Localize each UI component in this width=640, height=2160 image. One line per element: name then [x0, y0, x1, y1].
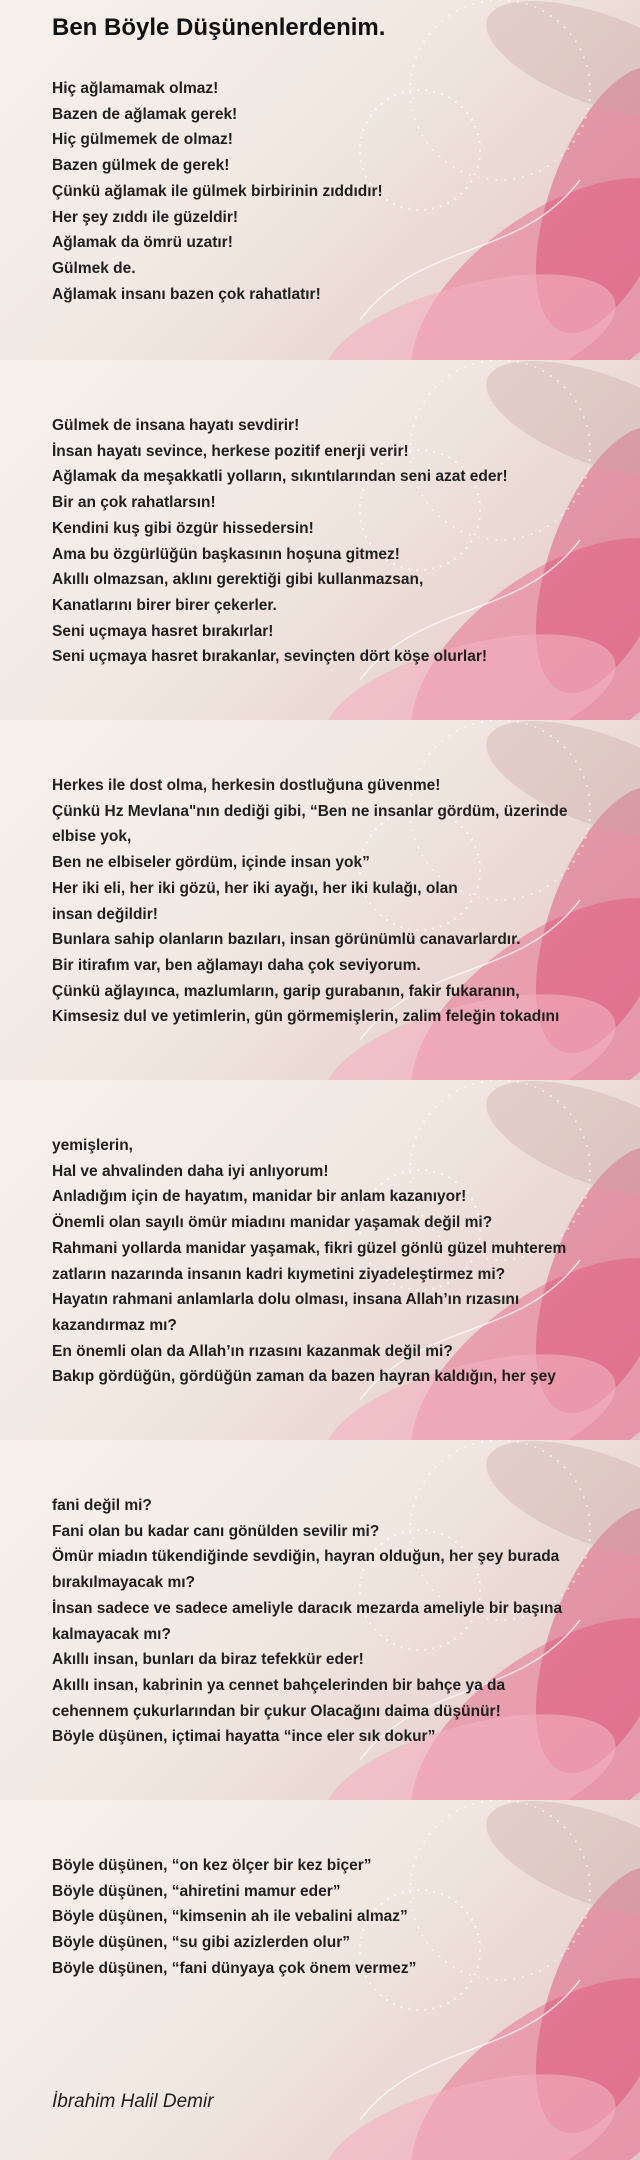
poem-line: İnsan sadece ve sadece ameliyle daracık mezarda ameliyle bir başına [52, 1599, 563, 1617]
poem-line: Çünkü ağlamak ile gülmek birbirinin zıddıdır! [52, 182, 383, 200]
poem-line: Kimsesiz dul ve yetimlerin, gün görmemişlerin, zalim feleğin tokadını [52, 1008, 560, 1026]
poem-line: Ben ne elbiseler gördüm, içinde insan yok” [52, 854, 370, 872]
poem-line: Böyle düşünen, “fani dünyaya çok önem vermez” [52, 1959, 417, 1977]
poem-line: Ama bu özgürlüğün başkasının hoşuna gitmez! [52, 545, 400, 563]
poem-line: Herkes ile dost olma, herkesin dostluğuna güvenme! [52, 777, 441, 794]
poem-line: Bunlara sahip olanların bazıları, insan görünümlü canavarlardır. [52, 931, 521, 949]
poem-line: Bir an çok rahatlarsın! [52, 494, 216, 512]
poem-line: Seni uçmaya hasret bırakanlar, sevinçten dört köşe olurlar! [52, 648, 488, 666]
poem-panel-5 [0, 1440, 640, 1800]
poem-line: Kanatlarını birer birer çekerler. [52, 596, 277, 614]
stanza-2 [52, 413, 572, 670]
poem-line: Önemli olan sayılı ömür miadını manidar yaşamak değil mi? [52, 1214, 493, 1232]
poem-line: insan değildir! [52, 905, 158, 923]
poem-line: Akıllı insan, bunları da biraz tefekkür eder! [52, 1651, 364, 1669]
poem-line: Ağlamak insanı bazen çok rahatlatır! [52, 285, 321, 303]
poem-line: zatların nazarında insanın kadri kıymetini ziyadeleştirmez mi? [52, 1265, 506, 1283]
poem-line: bırakılmayacak mı? [52, 1574, 196, 1592]
stanza-1 [52, 76, 572, 307]
stanza-3 [52, 773, 572, 1030]
poem-line: fani değil mi? [52, 1497, 152, 1514]
poem-line: Kendini kuş gibi özgür hissedersin! [52, 519, 314, 537]
poem-line: Anladığım için de hayatım, manidar bir anlam kazanıyor! [52, 1188, 467, 1206]
poem-line: yemişlerin, [52, 1137, 133, 1154]
poem-line: Böyle düşünen, “ahiretini mamur eder” [52, 1882, 341, 1900]
poem-line: Ağlamak da meşakkatli yolların, sıkıntılarından seni azat eder! [52, 468, 508, 486]
poem-line: Hiç ağlamamak olmaz! [52, 80, 219, 97]
poem-title: Ben Böyle Düşünenlerdenim. [52, 14, 386, 41]
stanza-5 [52, 1493, 572, 1750]
poem-line: elbise yok, [52, 828, 132, 846]
poem-line: Gülmek de. [52, 259, 136, 277]
poem-line: Hal ve ahvalinden daha iyi anlıyorum! [52, 1162, 329, 1180]
poem-line: Böyle düşünen, “on kez ölçer bir kez biçer” [52, 1857, 372, 1874]
poem-line: Bazen de ağlamak gerek! [52, 105, 238, 123]
poem-line: Hayatın rahmani anlamlarla dolu olması, insana Allah’ın rızasını [52, 1291, 520, 1309]
poem-line: Fani olan bu kadar canı gönülden sevilir mi? [52, 1522, 380, 1540]
poem-line: kalmayacak mı? [52, 1625, 171, 1643]
poem-line: Akıllı insan, kabrinin ya cennet bahçelerinden bir bahçe ya da [52, 1676, 506, 1694]
poem-line: Bakıp gördüğün, gördüğün zaman da bazen hayran kaldığın, her şey [52, 1368, 556, 1386]
poem-line: İnsan hayatı sevince, herkese pozitif enerji verir! [52, 442, 409, 460]
poem-line: Her iki eli, her iki gözü, her iki ayağı, her iki kulağı, olan [52, 879, 458, 897]
poem-line: Böyle düşünen, “su gibi azizlerden olur” [52, 1934, 350, 1952]
poem-line: Çünkü Hz Mevlana"nın dediği gibi, “Ben ne insanlar gördüm, üzerinde [52, 802, 568, 820]
poem-line: Gülmek de insana hayatı sevdirir! [52, 417, 300, 434]
poem-panel-3 [0, 720, 640, 1080]
poem-line: Böyle düşünen, “kimsenin ah ile vebalini almaz” [52, 1908, 408, 1926]
poem-line: Seni uçmaya hasret bırakırlar! [52, 622, 274, 640]
poem-line: Çünkü ağlayınca, mazlumların, garip gurabanın, fakir fukaranın, [52, 982, 520, 1000]
poem-line: Her şey zıddı ile güzeldir! [52, 208, 239, 226]
poem-line: Rahmani yollarda manidar yaşamak, fikri güzel gönlü güzel muhterem [52, 1239, 567, 1257]
poem-panel-1 [0, 0, 640, 360]
poem-line: Hiç gülmemek de olmaz! [52, 131, 233, 149]
poem-line: Böyle düşünen, içtimai hayatta “ince eler sık dokur” [52, 1728, 436, 1746]
poem-panel-4 [0, 1080, 640, 1440]
poem-author: İbrahim Halil Demir [52, 2091, 214, 2112]
poem-line: kazandırmaz mı? [52, 1316, 177, 1334]
poem-line: Akıllı olmazsan, aklını gerektiği gibi kullanmazsan, [52, 571, 424, 589]
poem-line: Ömür miadın tükendiğinde sevdiğin, hayran olduğun, her şey burada [52, 1548, 560, 1566]
stanza-4 [52, 1133, 572, 1390]
poem-line: Ağlamak da ömrü uzatır! [52, 234, 233, 252]
poem-panel-2 [0, 360, 640, 720]
poem-line: En önemli olan da Allah’ın rızasını kazanmak değil mi? [52, 1342, 453, 1360]
poem-line: Bir itirafım var, ben ağlamayı daha çok seviyorum. [52, 956, 421, 974]
stanza-6 [52, 1853, 572, 1982]
poem-line: Bazen gülmek de gerek! [52, 157, 230, 175]
poem-line: cehennem çukurlarından bir çukur Olacağını daima düşünür! [52, 1702, 501, 1720]
